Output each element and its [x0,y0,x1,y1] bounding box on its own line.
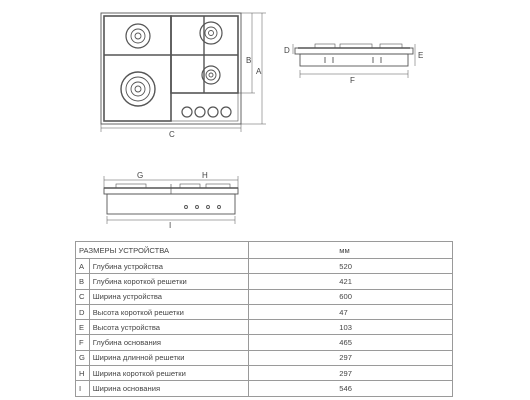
row-value: 297 [249,350,453,365]
burner-icon [121,72,155,106]
row-name: Глубина устройства [89,259,249,274]
table-row [76,366,453,381]
table-row [76,289,453,304]
dim-label-i: I [169,221,172,230]
row-name: Глубина основания [89,335,249,350]
row-letter: C [76,289,90,304]
row-name: Ширина основания [89,381,249,396]
row-value: 465 [249,335,453,350]
dimensions-table [75,241,453,397]
row-name: Ширина короткой решетки [89,366,249,381]
row-letter: A [76,259,90,274]
table-row [76,320,453,335]
table-row [76,274,453,289]
table-row [76,304,453,319]
dim-label-b: B [246,56,252,65]
dim-label-f: F [350,76,355,85]
row-value: 47 [249,304,453,319]
dim-label-c: C [169,130,175,139]
row-letter: B [76,274,90,289]
dim-label-e: E [418,51,424,60]
dim-label-a: A [256,67,262,76]
table-row [76,335,453,350]
dim-label-h: H [202,171,208,180]
hob-side-view [293,44,415,78]
table-row [76,381,453,396]
table-header-name: РАЗМЕРЫ УСТРОЙСТВА [76,242,249,259]
row-name: Ширина устройства [89,289,249,304]
row-value: 103 [249,320,453,335]
hob-front-view [104,176,238,224]
table-row [76,350,453,365]
row-letter: D [76,304,90,319]
row-name: Высота устройства [89,320,249,335]
row-letter: E [76,320,90,335]
row-letter: F [76,335,90,350]
row-letter: I [76,381,90,396]
hob-top-view [101,13,266,132]
row-value: 297 [249,366,453,381]
row-value: 600 [249,289,453,304]
row-value: 520 [249,259,453,274]
table-header-row [76,242,453,259]
control-knobs [182,107,231,117]
burner-icon [126,24,150,48]
row-name: Глубина короткой решетки [89,274,249,289]
dim-label-g: G [137,171,144,180]
row-name: Высота короткой решетки [89,304,249,319]
dim-label-d: D [284,46,290,55]
table-row [76,259,453,274]
row-letter: G [76,350,90,365]
table-header-unit: мм [249,242,453,259]
row-letter: H [76,366,90,381]
row-value: 421 [249,274,453,289]
row-value: 546 [249,381,453,396]
row-name: Ширина длинной решетки [89,350,249,365]
